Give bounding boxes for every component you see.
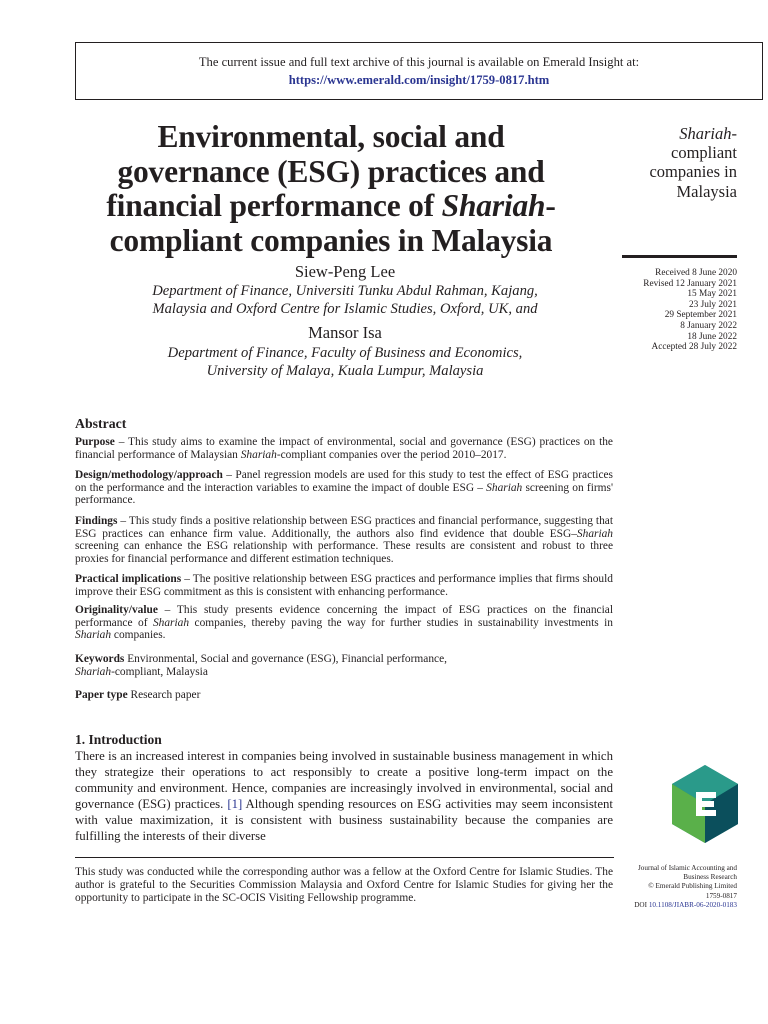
running-head-italic: Shariah — [679, 124, 732, 143]
keywords-label: Keywords — [75, 653, 125, 665]
abstract-keywords — [75, 653, 613, 678]
emerald-publishing-logo — [672, 765, 738, 843]
author-name-2: Mansor Isa — [308, 323, 382, 342]
design-label: Design/methodology/approach — [75, 469, 223, 481]
practical-label: Practical implications — [75, 573, 182, 585]
date-revised-6: 18 June 2022 — [687, 331, 737, 342]
title-line-3-text: financial performance of — [106, 188, 442, 223]
findings-text-b: screening can enhance the ESG relationship with performance. These results are consistent and robust to three proxies for financial performance and different estimation techniques. — [75, 540, 613, 566]
findings-italic: Shariah — [576, 527, 613, 540]
journal-archive-link[interactable]: https://www.emerald.com/insight/1759-0817.htm — [288, 73, 550, 87]
running-head-line-1 — [610, 124, 737, 143]
abstract-findings — [75, 515, 613, 566]
affiliation-1-line-1: Department of Finance, Universiti Tunku Abdul Rahman, Kajang, — [152, 283, 538, 299]
paper-type-label: Paper type — [75, 689, 128, 701]
abstract-purpose — [75, 436, 613, 461]
practical-text: – The positive relationship between ESG practices and performance implies that firms should improve their ESG commitment as this is consistent with enhancing performance. — [75, 573, 613, 598]
design-text-b: screening on firms' performance. — [75, 481, 613, 507]
abstract-practical-implications — [75, 573, 613, 598]
archive-notice-box — [75, 42, 763, 100]
affiliation-2-line-1: Department of Finance, Faculty of Business and Economics, — [167, 345, 523, 361]
copyright-line: © Emerald Publishing Limited — [648, 882, 737, 891]
running-head-line-2: compliant — [671, 143, 737, 163]
affiliation-1-line-2: Malaysia and Oxford Centre for Islamic Studies, Oxford, UK, and — [152, 300, 538, 317]
keywords-line-2 — [75, 666, 613, 679]
intro-text-b: Although spending resources on ESG activities may seem inconsistent with value maximization, it is consistent with business sustainability because the companies are fulfilling the interests of their diverse — [75, 797, 613, 844]
affiliation-2-line-2: University of Malaya, Kuala Lumpur, Malaysia — [206, 362, 484, 379]
title-line-4: compliant companies in Malaysia — [109, 222, 553, 258]
footnote-rule — [75, 857, 614, 858]
title-line-2: governance (ESG) practices and — [117, 153, 545, 189]
purpose-italic: Shariah — [240, 448, 277, 461]
issn-line: 1759-0817 — [705, 891, 737, 900]
originality-label: Originality/value — [75, 604, 158, 616]
running-head-line-3: companies in — [649, 162, 737, 182]
purpose-text-a: – This study aims to examine the impact of environmental, social and governance (ESG) practices on the financial performance of Malaysian — [75, 436, 613, 461]
date-revised-2: 15 May 2021 — [687, 289, 737, 300]
running-head-hyphen: - — [731, 124, 737, 143]
date-received: Received 8 June 2020 — [655, 268, 737, 278]
originality-italic-2: Shariah — [75, 629, 112, 642]
acknowledgement-footnote: This study was conducted while the corresponding author was a fellow at the Oxford Centre for Islamic Studies. The author is grateful to the Securities Commission Malaysia and Oxford Centre for Islamic Studies for giving her the opportunity to participate in the SC-OCIS Visiting Fellowship programme. — [75, 866, 613, 905]
purpose-text-b: -compliant companies over the period 2010–2017. — [276, 448, 507, 461]
intro-text-a: There is an increased interest in companies being involved in sustainable business management in which they strategize their operations to act responsibly to create a positive long-term impact on the community and environment. Hence, companies are increasingly involved in environmental, social and governance (ESG) practices. — [75, 749, 613, 812]
doi-label: DOI — [634, 900, 649, 909]
date-revised-3: 23 July 2021 — [688, 299, 737, 310]
keywords-line-1 — [75, 653, 613, 666]
running-head — [610, 124, 737, 201]
purpose-label: Purpose — [75, 436, 115, 448]
introduction-paragraph — [75, 748, 613, 845]
doi-line — [612, 901, 737, 910]
journal-info — [612, 864, 737, 910]
date-revised-5: 8 January 2022 — [680, 320, 737, 331]
title-line-3-hyphen: - — [545, 188, 556, 223]
date-accepted: Accepted 28 July 2022 — [651, 342, 737, 353]
originality-text-c: companies. — [111, 629, 166, 642]
keywords-italic: Shariah — [75, 665, 112, 678]
findings-label: Findings — [75, 515, 118, 527]
author-affiliation-1 — [75, 283, 615, 318]
abstract-design — [75, 469, 613, 507]
date-revised-1: Revised 12 January 2021 — [643, 278, 737, 289]
design-text-a: – Panel regression models are used for this study to test the effect of ESG practices on the performance and the interaction variables to examine the impact of double ESG – — [75, 469, 613, 494]
article-title — [62, 120, 600, 258]
section-heading-introduction: 1. Introduction — [75, 732, 162, 747]
originality-text-b: companies, thereby paving the way for further studies in sustainability investments in — [189, 616, 614, 629]
design-italic: Shariah — [486, 481, 523, 494]
author-affiliation-2 — [75, 345, 615, 380]
keywords-text-a: Environmental, Social and governance (ESG), Financial performance, — [124, 653, 447, 665]
author-name-1: Siew-Peng Lee — [294, 262, 396, 281]
journal-name-line-1: Journal of Islamic Accounting and — [637, 864, 737, 872]
abstract-heading: Abstract — [75, 416, 127, 431]
running-head-line-4: Malaysia — [676, 181, 737, 201]
findings-text-a: – This study finds a positive relationship between ESG practices and financial performance, suggesting that ESG practices can enhance firm value. Additionally, the authors also find evidence that double ESG– — [75, 515, 613, 540]
running-head-rule — [622, 255, 737, 258]
abstract-originality — [75, 604, 613, 642]
archive-notice-text: The current issue and full text archive of this journal is available on Emerald Insight at: — [198, 55, 640, 69]
submission-dates — [600, 268, 737, 353]
title-line-3 — [62, 189, 600, 224]
abstract-paper-type — [75, 689, 613, 702]
logo-letter-e — [696, 792, 716, 816]
journal-name-line-2: Business Research — [683, 873, 737, 882]
title-line-3-italic: Shariah — [441, 188, 546, 223]
keywords-text-b: -compliant, Malaysia — [111, 665, 208, 678]
title-line-1: Environmental, social and — [157, 119, 505, 154]
originality-italic-1: Shariah — [152, 616, 190, 629]
paper-type-value: Research paper — [127, 689, 201, 701]
doi-link[interactable]: 10.1108/JIABR-06-2020-0183 — [648, 900, 737, 909]
originality-text-a: – This study presents evidence concerning the impact of ESG practices on the financial performance of — [75, 604, 613, 629]
date-revised-4: 29 September 2021 — [664, 310, 737, 321]
reference-link-1[interactable]: [1] — [227, 797, 243, 812]
